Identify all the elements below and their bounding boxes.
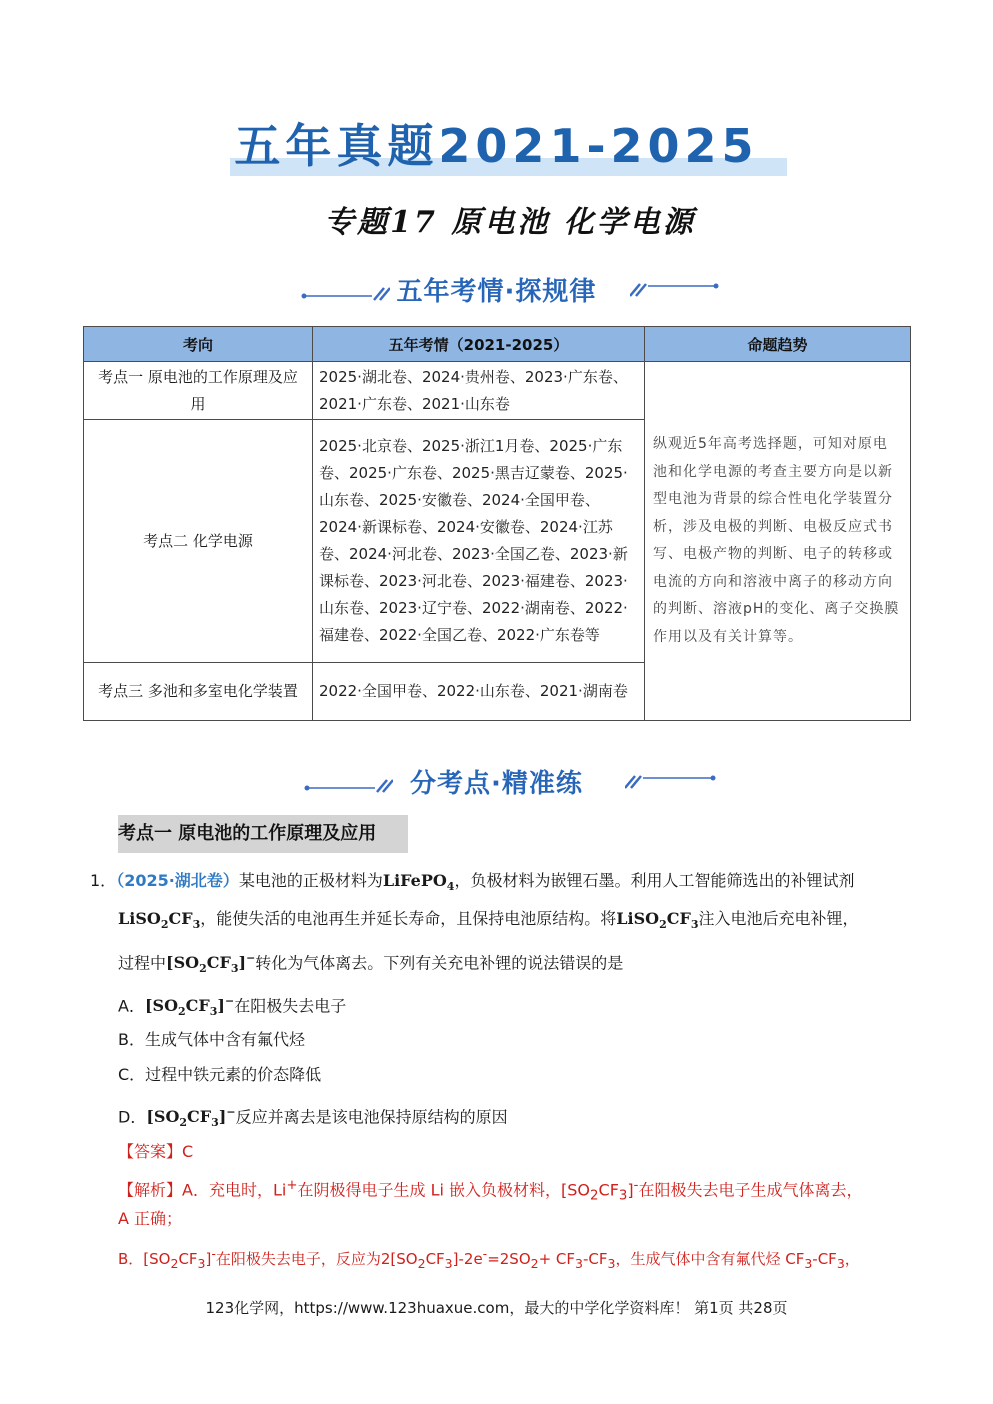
formula-liso2cf3: $LiSO_2CF_3$ (118, 909, 201, 932)
question-line-1 (90, 869, 854, 899)
option-label: A． (118, 996, 145, 1016)
analysis-label: 【解析】 (118, 1180, 183, 1200)
subtitle: 专题17 原电池 化学电源 (324, 205, 696, 240)
page-footer: 123化学网，https://www.123huaxue.com，最大的中学化学资料库！ 第1页 共28页 (205, 1299, 788, 1317)
section-title-practice: 分考点·精准练 (410, 769, 583, 799)
table-cell-exams: 2025·湖北卷、2024·贵州卷、2023·广东卷、2021·广东卷、2021·山东卷 (313, 362, 645, 420)
table-row (84, 362, 911, 420)
formula-lifepo4: LiFePO$_4$ (382, 871, 455, 894)
decorative-line-right-icon (630, 278, 720, 300)
section-header-trends (0, 272, 993, 312)
decorative-line-right-icon (625, 770, 720, 792)
question-text: 转化为气体离去。下列有关充电补锂的说法错误的是 (255, 953, 624, 973)
analysis-line-2: A 正确； (118, 1209, 183, 1228)
answer-label: 【答案】 (118, 1142, 183, 1161)
table-cell-topic: 考点三 多池和多室电化学装置 (84, 663, 313, 721)
analysis-line-1: 【解析】A．充电时，Li+在阴极得电子生成 Li 嵌入负极材料，$[SO_2CF_3]^-$在阳极失去电子生成气体离去， (118, 1178, 863, 1204)
answer-value: C (182, 1142, 194, 1161)
table-header-trend: 命题趋势 (645, 327, 911, 362)
formula-liso2cf3: $LiSO_2CF_3$ (616, 909, 699, 932)
question-line-3 (118, 947, 623, 982)
formula-so2cf3-ion: $[SO_2CF_3]^-$ (166, 952, 256, 976)
question-text: 某电池的正极材料为 (238, 871, 383, 890)
question-line-2 (118, 907, 859, 937)
table-cell-topic: 考点一 原电池的工作原理及应用 (84, 362, 313, 420)
banner-title: 五年真题2021-2025 (234, 119, 759, 173)
question-text: ，负极材料为嵌锂石墨。利用人工智能筛选出的补锂试剂 (454, 871, 855, 890)
question-text: 注入电池后充电补锂， (698, 909, 859, 928)
question-number: 1． (90, 871, 117, 890)
table-cell-topic: 考点二 化学电源 (84, 420, 313, 663)
table-header-row (84, 327, 911, 362)
section-header-practice (0, 764, 993, 804)
option-a (118, 990, 346, 1025)
option-b: B．生成气体中含有氟代烃 (118, 1030, 305, 1049)
answer-line (118, 1140, 193, 1164)
banner (0, 112, 993, 192)
table-header-topic: 考向 (84, 327, 313, 362)
option-text: 反应并离去是该电池保持原结构的原因 (235, 1107, 508, 1127)
option-label: D． (118, 1107, 147, 1127)
option-text: 在阳极失去电子 (234, 996, 347, 1016)
question-source: （2025·湖北卷） (116, 871, 239, 890)
formula-so2cf3-ion: $[SO_2CF_3]^-$ (144, 995, 235, 1019)
table-header-exams: 五年考情（2021-2025） (313, 327, 645, 362)
table-cell-exams: 2022·全国甲卷、2022·山东卷、2021·湖南卷 (313, 663, 645, 721)
section-title-trends: 五年考情·探规律 (396, 277, 597, 307)
analysis-line-3: B．$[SO_2CF_3]^-$在阳极失去电子，反应为$2[SO_2CF_3]-2e^-=2SO_2+ CF_3-CF_3$，生成气体中含有氟代烃 $CF_3-CF_3$， (118, 1246, 860, 1271)
question-text: 过程中 (118, 953, 167, 973)
table-cell-trend: 纵观近5年高考选择题，可知对原电池和化学电源的考查主要方向是以新型电池为背景的综合性电化学装置分析，涉及电极的判断、电极反应式书写、电极产物的判断、电子的转移或电流的方向和溶液中离子的移动方向的判断、溶液pH的变化、离子交换膜作用以及有关计算等。 (645, 362, 911, 721)
question-text: ，能使失活的电池再生并延长寿命，且保持电池原结构。将 (200, 909, 617, 928)
exam-summary-table (83, 326, 911, 721)
point-heading: 考点一 原电池的工作原理及应用 (118, 815, 408, 853)
table-cell-exams: 2025·北京卷、2025·浙江1月卷、2025·广东卷、2025·广东卷、2025·黑吉辽蒙卷、2025·山东卷、2025·安徽卷、2024·全国甲卷、2024·新课标卷、2024·安徽卷、2024·江苏卷、2024·河北卷、2023·全国乙卷、2023·新课标卷、2023·河北卷、2023·福建卷、2023·山东卷、2023·辽宁卷、2022·湖南卷、2022·福建卷、2022·全国乙卷、2022·广东卷等 (313, 420, 645, 663)
option-c: C．过程中铁元素的价态降低 (118, 1065, 322, 1084)
formula-so2cf3-ion: $[SO_2CF_3]^-$ (146, 1106, 236, 1130)
option-d (118, 1101, 508, 1136)
